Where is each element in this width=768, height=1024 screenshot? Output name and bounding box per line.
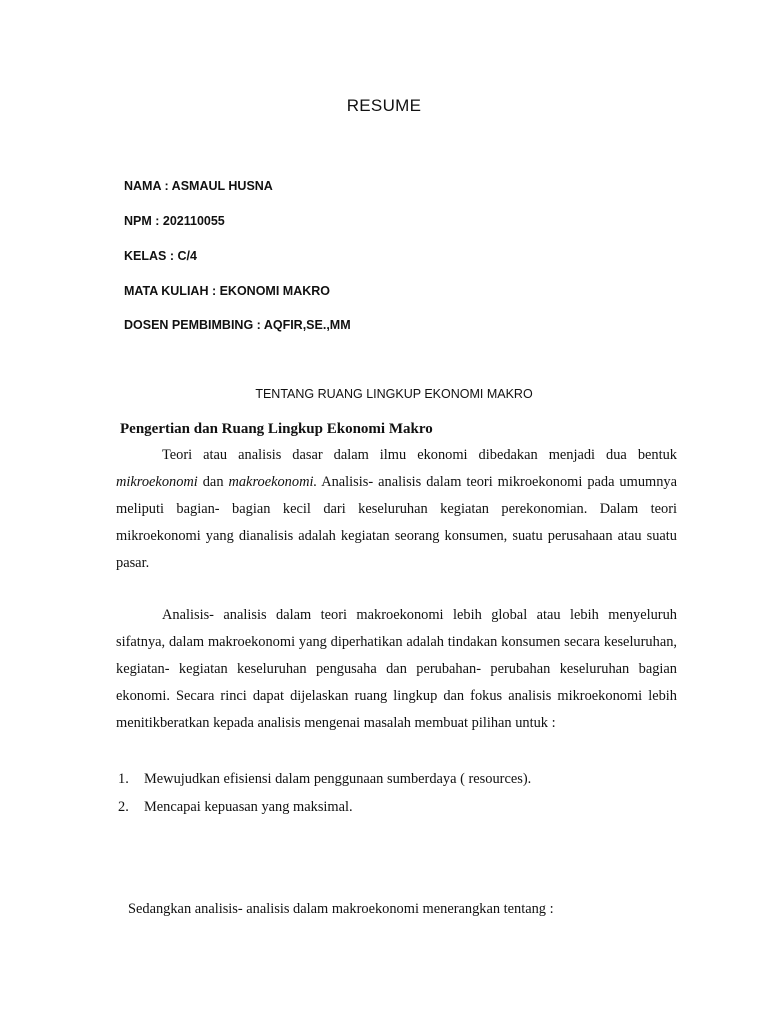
- list-item: [116, 793, 677, 821]
- list-item-text: Mencapai kepuasan yang maksimal.: [144, 799, 353, 815]
- list-number: 2.: [118, 799, 129, 815]
- list-number: 1.: [118, 771, 129, 787]
- paragraph-1-part2: dan: [197, 474, 229, 490]
- subheading: Pengertian dan Ruang Lingkup Ekonomi Makro: [120, 421, 433, 437]
- field-npm: NPM : 202110055: [124, 214, 225, 228]
- field-dosen-pembimbing: DOSEN PEMBIMBING : AQFIR,SE.,MM: [124, 318, 351, 332]
- section-heading: TENTANG RUANG LINGKUP EKONOMI MAKRO: [255, 387, 533, 401]
- field-nama: NAMA : ASMAUL HUSNA: [124, 179, 273, 193]
- numbered-list: [116, 765, 677, 821]
- paragraph-1-part1: Teori atau analisis dasar dalam ilmu ekonomi dibedakan menjadi dua bentuk: [162, 447, 677, 463]
- term-mikroekonomi: mikroekonomi: [116, 474, 198, 490]
- paragraph-1-part3: Analisis- analisis dalam teori mikroekonomi pada umumnya meliputi bagian- bagian kecil dari keseluruhan kegiatan perekonomian. Dalam teori mikroekonomi yang dianalisis adalah kegiatan seorang konsumen, suatu perusahaan atau suatu pasar.: [116, 474, 677, 571]
- term-makroekonomi: makroekonomi.: [228, 474, 318, 490]
- list-item-text: Mewujudkan efisiensi dalam penggunaan sumberdaya ( resources).: [144, 771, 532, 787]
- document-title: RESUME: [346, 96, 422, 115]
- list-item: [116, 765, 677, 793]
- paragraph-3: Sedangkan analisis- analisis dalam makroekonomi menerangkan tentang :: [128, 901, 554, 917]
- field-mata-kuliah: MATA KULIAH : EKONOMI MAKRO: [124, 284, 330, 298]
- paragraph-2: Analisis- analisis dalam teori makroekonomi lebih global atau lebih menyeluruh sifatnya, dalam makroekonomi yang diperhatikan adalah tindakan konsumen secara keseluruhan, kegiatan- kegiatan keseluruhan pengusaha dan perubahan- perubahan keseluruhan bagian ekonomi. Secara rinci dapat dijelaskan ruang lingkup dan fokus analisis mikroekonomi lebih menitikberatkan kepada analisis mengenai masalah membuat pilihan untuk :: [116, 607, 677, 731]
- paragraph-1: [116, 442, 677, 577]
- field-kelas: KELAS : C/4: [124, 249, 197, 263]
